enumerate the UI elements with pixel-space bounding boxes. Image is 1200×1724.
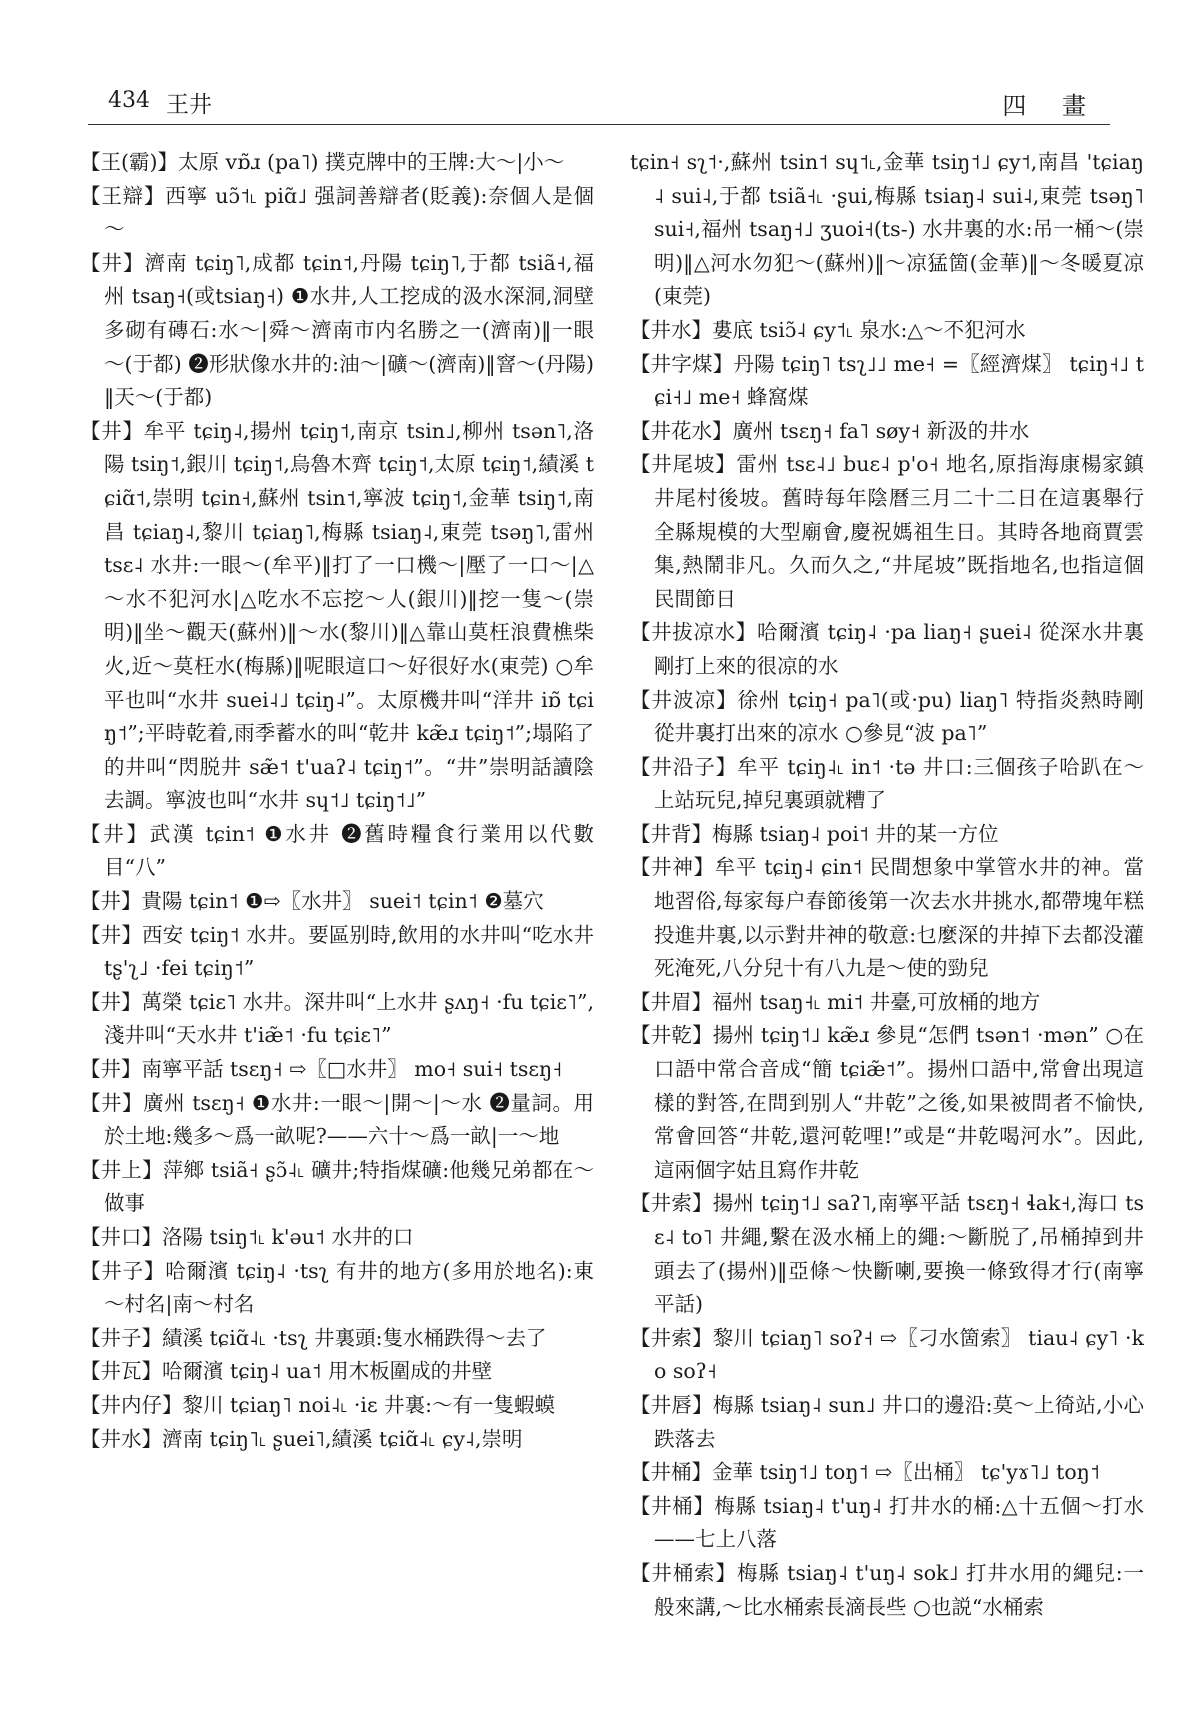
- entry-headword: 【井眉】: [630, 989, 712, 1014]
- entry-headword: 【井子】: [80, 1325, 162, 1350]
- page-number: 434: [108, 88, 150, 113]
- entry-text: 福州 tsaŋ˧˪ mi˦ 井臺,可放桶的地方: [712, 989, 1041, 1014]
- entry-text: tɕin˧ sʅ˦·,蘇州 tsin˦ sɥ˦˪,金華 tsiŋ˦˩ ɕy˦,南昌 'tɕiaŋ˨ sui˨,于都 tsiã˧˪ ·ʂui,梅縣 tsiaŋ˨ sui˨,東莞 tsəŋ˥ sui˧,福州 tsaŋ˧˩ ʒuoi˧(ts-) 水井裏的水:吊一桶～(崇明)‖△河水勿犯～(蘇州)‖～凉猛箇(金華)‖～冬暖夏凉(東莞): [630, 150, 1144, 309]
- entry-headword: 【井】: [80, 821, 150, 846]
- entry-text: 萬榮 tɕiɛ˥ 水井。深井叫“上水井 ʂʌŋ˧ ·fu tɕiɛ˥”,淺井叫“天水井 t'iæ̃˦ ·fu tɕiɛ˥”: [104, 989, 594, 1048]
- dictionary-entry: [80, 1154, 594, 1221]
- dictionary-entry: [630, 1490, 1144, 1557]
- entry-text: 濟南 tɕiŋ˥,成都 tɕin˦,丹陽 tɕiŋ˥,于都 tsiã˧,福州 tsaŋ˧(或tsiaŋ˧) ❶水井,人工挖成的汲水深洞,洞壁多砌有磚石:水～|舜～濟南市内名勝之一(濟南)‖一眼～(于都) ❷形狀像水井的:油～|礦～(濟南)‖窨～(丹陽)‖天～(于都): [104, 250, 594, 410]
- dictionary-entry: [630, 684, 1144, 751]
- entry-text: 績溪 tɕiɑ̃˨˪ ·tsʅ 井裏頭:隻水桶跌得～去了: [162, 1325, 547, 1350]
- entry-headword: 【井唇】: [630, 1392, 713, 1417]
- entry-text: 雷州 tsɛ˨˩ buɛ˨ p'o˧ 地名,原指海康楊家鎮井尾村後坡。舊時每年陰曆三月二十二日在這裏舉行全縣規模的大型廟會,慶祝媽祖生日。其時各地商賈雲集,熱鬧非凡。久而久之,“井尾坡”既指地名,也指這個民間節日: [654, 452, 1144, 611]
- dictionary-entry: [630, 751, 1144, 818]
- entry-text: 哈爾濱 tɕiŋ˨ ua˦ 用木板圍成的井壁: [162, 1359, 493, 1384]
- dictionary-entry: [80, 1087, 594, 1154]
- dictionary-entry: [80, 1423, 594, 1457]
- entry-headword: 【井沿子】: [630, 754, 738, 779]
- dictionary-entry: [630, 818, 1144, 852]
- entry-text: 哈爾濱 tɕiŋ˨ ·tsʅ 有井的地方(多用於地名):東～村名|南～村名: [104, 1258, 594, 1317]
- dictionary-entry: [630, 348, 1144, 415]
- dictionary-entry: [630, 1389, 1144, 1456]
- page-title: 王井: [166, 92, 212, 118]
- entry-text: 貴陽 tɕin˦ ❶⇨〖水井〗 suei˦ tɕin˦ ❷墓穴: [141, 889, 544, 914]
- dictionary-entry: [630, 851, 1144, 985]
- entry-text: 梅縣 tsiaŋ˨ sun˩ 井口的邊沿:莫～上徛站,小心跌落去: [654, 1392, 1144, 1451]
- dictionary-entry: [630, 1019, 1144, 1187]
- entry-headword: 【井桶】: [630, 1493, 715, 1518]
- entry-text: 梅縣 tsiaŋ˨ t'uŋ˨ 打井水的桶:△十五個～打水——七上八落: [654, 1493, 1144, 1552]
- entry-headword: 【井桶索】: [630, 1560, 737, 1585]
- dictionary-entry: [630, 616, 1144, 683]
- entry-headword: 【王辯】: [80, 183, 166, 208]
- right-column: [630, 146, 1144, 1698]
- entry-text: 黎川 tɕiaŋ˥ soʔ˧ ⇨〖刁水箇索〗 tiau˨ ɕy˥ ·ko soʔ˧: [654, 1325, 1144, 1384]
- dictionary-entry: [80, 180, 594, 247]
- entry-text: 武漢 tɕin˦ ❶水井 ❷舊時糧食行業用以代數目“八”: [104, 821, 594, 880]
- entry-headword: 【井水】: [630, 317, 712, 342]
- entry-text: 徐州 tɕiŋ˧ pa˥(或·pu) liaŋ˥ 特指炎熱時剛從井裏打出來的凉水 ○參見“波 pa˥”: [654, 687, 1144, 746]
- entry-headword: 【井】: [80, 1057, 142, 1082]
- dictionary-entry: [80, 818, 594, 885]
- entry-headword: 【井尾坡】: [630, 452, 737, 477]
- entry-headword: 【井】: [80, 418, 144, 443]
- entry-text: 梅縣 tsiaŋ˨ poi˦ 井的某一方位: [712, 821, 999, 846]
- entry-text: 梅縣 tsiaŋ˨ t'uŋ˨ sok˩ 打井水用的繩兒:一般來講,～比水桶索長滴長些 ○也説“水桶索: [654, 1560, 1144, 1619]
- dictionary-entry: [630, 448, 1144, 616]
- entry-headword: 【井索】: [630, 1191, 713, 1216]
- entry-text: 廣州 tsɛŋ˧ fa˥ søy˧ 新汲的井水: [732, 418, 1030, 443]
- entry-text: 揚州 tɕiŋ˦˩ saʔ˥,南寧平話 tsɛŋ˧ ɬak˧,海口 tsɛ˨ to˥ 井繩,繫在汲水桶上的繩:～斷脱了,吊桶掉到井頭去了(揚州)‖亞條～快斷喇,要換一條致得才行(南寧平話): [654, 1191, 1144, 1317]
- dictionary-entry: [630, 986, 1144, 1020]
- entry-text: 牟平 tɕiŋ˨ ɕin˦ 民間想象中掌管水井的神。當地習俗,每家每户春節後第一次去水井挑水,都帶塊年糕投進井裏,以示對井神的敬意:乜麼深的井掉下去都没灌死淹死,八分兒十有八九是～使的勁兒: [654, 855, 1144, 981]
- entry-headword: 【井波凉】: [630, 687, 738, 712]
- entry-text: 西安 tɕiŋ˦ 水井。要區别時,飲用的水井叫“吃水井 tʂ'ʅ˩ ·fei tɕiŋ˦”: [104, 922, 594, 981]
- dictionary-entry: [630, 1187, 1144, 1321]
- dictionary-entry: [80, 146, 594, 180]
- entry-headword: 【井水】: [80, 1426, 162, 1451]
- entry-headword: 【井】: [80, 922, 142, 947]
- entry-headword: 【井瓦】: [80, 1359, 162, 1384]
- entry-headword: 【井】: [80, 250, 145, 275]
- entry-text: 牟平 tɕiŋ˨˪ in˦ ·tə 井口:三個孩子哈趴在～上站玩兒,掉兒裏頭就糟了: [654, 754, 1144, 813]
- entry-headword: 【井字煤】: [630, 351, 734, 376]
- dictionary-entry: [630, 314, 1144, 348]
- entry-headword: 【井】: [80, 989, 142, 1014]
- dictionary-entry: [80, 1255, 594, 1322]
- entry-text: 婁底 tsiɔ̃˨ ɕy˦˪ 泉水:△～不犯河水: [712, 317, 1026, 342]
- dictionary-entry: [80, 1322, 594, 1356]
- entry-headword: 【井背】: [630, 821, 712, 846]
- entry-text: 廣州 tsɛŋ˧ ❶水井:一眼～|開～|～水 ❷量詞。用於土地:幾多～爲一畝呢?——六十～爲一畝|一～地: [104, 1090, 594, 1149]
- entry-headword: 【井花水】: [630, 418, 733, 443]
- entry-headword: 【王(霸)】: [80, 150, 178, 174]
- entry-headword: 【井内仔】: [80, 1392, 183, 1417]
- entry-headword: 【井子】: [80, 1258, 166, 1283]
- dictionary-entry: [80, 1389, 594, 1423]
- entry-text: 洛陽 tsiŋ˦˪ k'əu˦ 水井的口: [162, 1225, 414, 1249]
- dictionary-entry: [630, 146, 1144, 314]
- dictionary-entry: [80, 247, 594, 415]
- dictionary-entry: [630, 1456, 1144, 1490]
- entry-text: 揚州 tɕiŋ˦˩ kæ̃ɹ 參見“怎們 tsən˦ ·mən” ○在口語中常合音成“簡 tɕiæ̃˦”。揚州口語中,常會出現這樣的對答,在問到别人“井乾”之後,如果被問者不愉快,常會回答“井乾,還河乾哩!”或是“井乾喝河水”。因此,這兩個字姑且寫作井乾: [654, 1023, 1144, 1182]
- section-title: 四 畫: [1002, 92, 1100, 120]
- entry-text: 太原 vɒ̃ɹ (pa˥) 撲克牌中的王牌:大～|小～: [178, 150, 565, 174]
- dictionary-entry: [630, 1557, 1144, 1624]
- dictionary-entry: [80, 1221, 594, 1255]
- running-header: [88, 84, 1110, 125]
- dictionary-entry: [80, 986, 594, 1053]
- entry-headword: 【井神】: [630, 855, 715, 880]
- entry-headword: 【井乾】: [630, 1023, 713, 1048]
- entry-text: 萍鄉 tsiã˧ ʂɔ̃˨˪ 礦井;特指煤礦:他幾兄弟都在～做事: [104, 1157, 594, 1216]
- entry-text: 黎川 tɕiaŋ˥ noi˨˪ ·iɛ 井裏:～有一隻蝦蟆: [182, 1392, 556, 1417]
- entry-text: 金華 tsiŋ˦˩ toŋ˦ ⇨〖出桶〗 tɕ'yɤ˥˩ toŋ˦: [712, 1460, 1100, 1485]
- entry-headword: 【井】: [80, 1090, 144, 1115]
- dictionary-entry: [80, 919, 594, 986]
- entry-text: 哈爾濱 tɕiŋ˨ ·pa liaŋ˧ ʂuei˨ 從深水井裏剛打上來的很凉的水: [654, 620, 1144, 678]
- entry-text: 西寧 uɔ̃˦˪ piɑ̃˩ 强詞善辯者(貶義):奈個人是個～: [104, 183, 594, 242]
- entry-text: 牟平 tɕiŋ˨,揚州 tɕiŋ˦,南京 tsin˩,柳州 tsən˥,洛陽 tsiŋ˦,銀川 tɕiŋ˦,烏魯木齊 tɕiŋ˦,太原 tɕiŋ˦,績溪 tɕiɑ̃˦,崇明 tɕin˧,蘇州 tsin˦,寧波 tɕiŋ˦,金華 tsiŋ˦,南昌 tɕiaŋ˨,黎川 tɕiaŋ˥,梅縣 tsiaŋ˨,東莞 tsəŋ˥,雷州 tsɛ˨ 水井:一眼～(牟平)‖打了一口機～|壓了一口～|△～水不犯河水|△吃水不忘挖～人(銀川)‖挖一隻～(崇明)‖坐～觀天(蘇州)‖～水(黎川)‖△靠山莫枉浪費樵柴火,近～莫枉水(梅縣)‖呢眼這口～好很好水(東莞) ○牟平也叫“水井 suei˨˩ tɕiŋ˨”。太原機井叫“洋井 iɒ̃ tɕiŋ˦”;平時乾着,雨季蓄水的叫“乾井 kæ̃ɹ tɕiŋ˦”;塌陷了的井叫“閃脱井 sæ̃˦ t'uaʔ˨ tɕiŋ˦”。“井”崇明話讀陰去調。寧波也叫“水井 sɥ˦˩ tɕiŋ˦˩”: [104, 418, 594, 813]
- dictionary-entry: [80, 1355, 594, 1389]
- entry-headword: 【井】: [80, 889, 142, 914]
- entry-headword: 【井口】: [80, 1225, 162, 1249]
- entry-headword: 【井上】: [80, 1157, 163, 1182]
- entry-headword: 【井拔凉水】: [630, 620, 757, 645]
- left-column: [80, 146, 594, 1698]
- entry-headword: 【井索】: [630, 1325, 713, 1350]
- dictionary-entry: [80, 415, 594, 818]
- entry-headword: 【井桶】: [630, 1460, 712, 1485]
- dictionary-entry: [80, 1053, 594, 1087]
- entry-text: 丹陽 tɕiŋ˥ tsʅ˩˩ me˧ =〖經濟煤〗 tɕiŋ˧˩ tɕi˧˩ me˧ 蜂窩煤: [654, 351, 1144, 410]
- dictionary-entry: [630, 415, 1144, 449]
- dictionary-entry: [80, 885, 594, 919]
- dictionary-entry: [630, 1322, 1144, 1389]
- entry-text: 南寧平話 tsɛŋ˧ ⇨〖□水井〗 mo˧ sui˧ tsɛŋ˧: [141, 1057, 563, 1082]
- entry-text: 濟南 tɕiŋ˥˪ ʂuei˥,績溪 tɕiɑ̃˨˪ ɕy˨,崇明: [162, 1426, 523, 1451]
